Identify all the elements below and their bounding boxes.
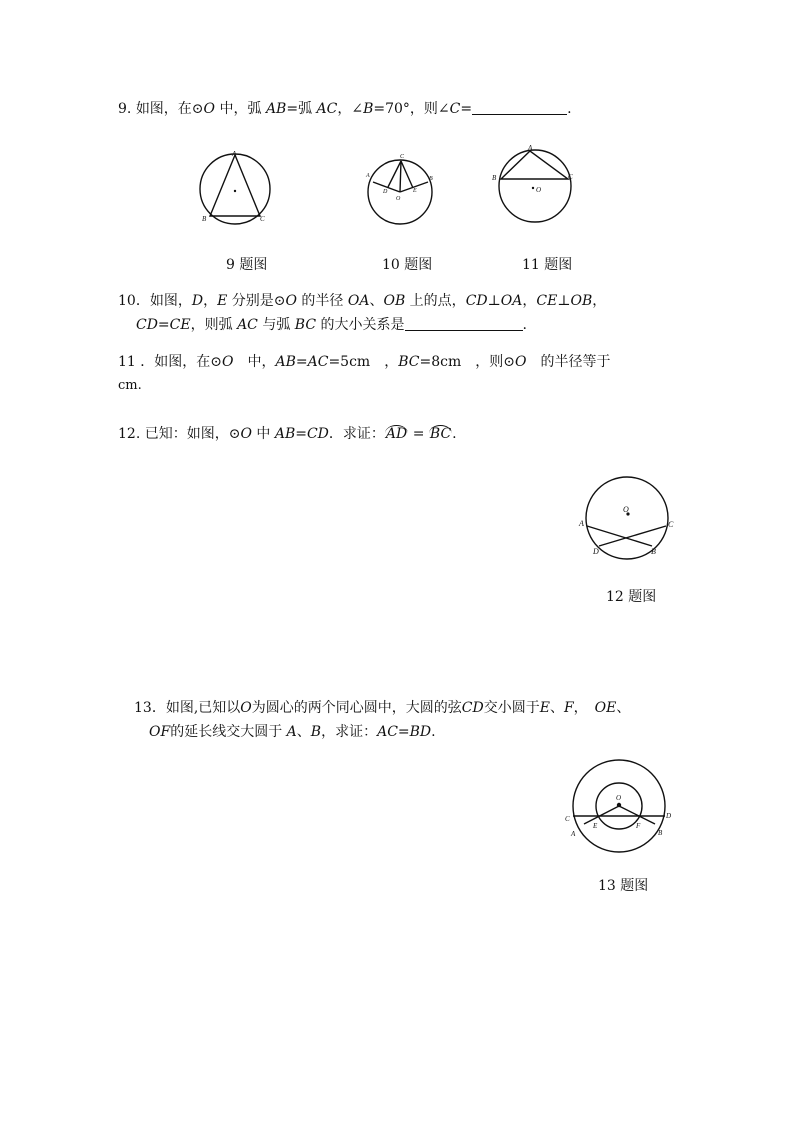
caption-fig13: 13 题图: [598, 878, 649, 894]
label-a: A: [579, 519, 584, 528]
label-c: C: [568, 173, 573, 181]
caption-fig9: 9 题图: [226, 257, 268, 273]
answer-blank-9[interactable]: [472, 100, 567, 115]
label-d: D: [383, 189, 388, 195]
label-c: C: [400, 154, 405, 160]
question-10-line-2: CD=CE，则弧 AC 与弧 BC 的大小关系是 .: [136, 317, 527, 333]
label-o: O: [623, 505, 629, 514]
label-o: O: [396, 196, 401, 202]
label-a: A: [366, 173, 370, 179]
label-b: B: [429, 176, 433, 182]
label-c: C: [260, 215, 265, 223]
question-12: 12. 已知：如图，⊙O 中 AB=CD．求证：AD = BC.: [118, 426, 457, 442]
label-a: A: [232, 150, 237, 158]
caption-fig10: 10 题图: [382, 257, 433, 273]
label-o: O: [536, 186, 542, 194]
question-13-line-2: OF的延长线交大圆于 A、B，求证：AC=BD.: [149, 724, 436, 740]
question-11: 11 ．如图，在⊙O 中，AB=AC=5cm ，BC=8cm ，则⊙O 的半径等于: [118, 354, 611, 370]
figure-11: [490, 144, 580, 226]
figure-10: [363, 150, 447, 230]
label-b: B: [492, 174, 497, 182]
figure-13: [562, 760, 682, 860]
label-d: D: [593, 547, 599, 556]
label-c: C: [668, 520, 674, 529]
label-d: D: [666, 812, 672, 820]
label-e: E: [593, 822, 598, 830]
arc-ad: AD: [385, 426, 408, 442]
label-a: A: [528, 144, 533, 152]
label-e: E: [413, 188, 417, 194]
arc-bc: BC: [429, 426, 452, 442]
answer-blank-10[interactable]: [405, 316, 523, 331]
question-11-line-2: cm.: [118, 378, 142, 393]
label-o: O: [616, 794, 622, 802]
label-a: A: [571, 830, 576, 838]
question-13: 13．如图,已知以O为圆心的两个同心圆中，大圆的弦CD交小圆于E、F， OE、: [134, 700, 631, 716]
caption-fig12: 12 题图: [606, 589, 657, 605]
label-b: B: [202, 215, 207, 223]
label-b: B: [658, 829, 663, 837]
caption-fig11: 11 题图: [522, 257, 573, 273]
figure-12: [576, 474, 686, 564]
question-10: 10．如图，D，E 分别是⊙O 的半径 OA、OB 上的点，CD⊥OA，CE⊥OB，: [118, 293, 607, 309]
label-f: F: [636, 822, 641, 830]
figure-9: [196, 150, 276, 230]
label-c: C: [565, 815, 570, 823]
question-9: 9. 如图，在⊙O 中，弧 AB=弧 AC，∠B=70°，则∠C= .: [118, 101, 572, 117]
label-b: B: [651, 547, 656, 556]
